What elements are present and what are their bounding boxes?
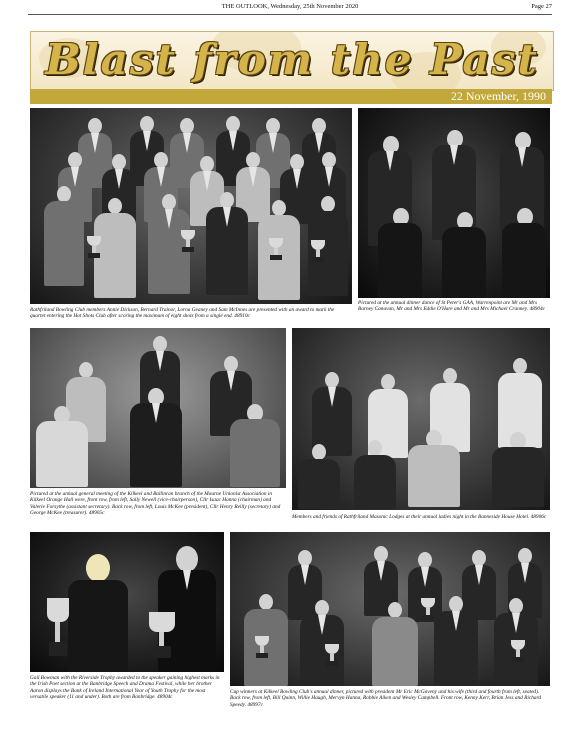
trophy [510, 640, 526, 662]
figure [354, 440, 396, 510]
figure [298, 444, 340, 510]
caption-kilkeel-cup-winners: Cup winners at Kilkeel Bowling Club's annual dinner, pictured with president Mr Eric McGaveny and his wife (third and fourth from left, seated). Back row, from left, Bill Quinn, Willie Haugh, Mervyn Hanna, Robbie Aiken and Wesley Campbell. Front row, Kenny Kerr, Brian Jess and Richard Speedy. 48997c [230, 689, 542, 708]
masthead: THE OUTLOOK, Wednesday, 25th November 2020 [221, 3, 359, 10]
caption-unionist-agm: Pictured at the annual general meeting of the Kilkeel and Ballinran branch of the Mourne Unionist Association in Kilkeel Orange Hall were, front row, from left, Sally Newell (vice-chairperson), Cllr Isaac Hanna (chairman) and Valerie Forsythe (assistant secretary). Back row, from left, Louis McKee (president), Cllr Henry Reilly (secretary) and George McKee (treasurer). 48905c [30, 491, 281, 517]
figure [300, 600, 344, 686]
trophy [324, 644, 340, 666]
figure [36, 406, 88, 488]
photo-bowling-club [30, 108, 352, 304]
caption-bowling-club: Rathfriland Bowling Club members Annie Dickson, Bernard Trainor, Lorna Geaney and Sam McInnes are presented with an award to mark the quartet entering the Hot Shots Club after scoring the maximum of eight shots from a single end. 48910c [30, 307, 335, 320]
caption-speech-drama: Gail Bowman with the Riverside Trophy awarded to the speaker gaining highest marks in the Irish Poet section at the Banbridge Speech and Drama Festival, while her brother Aaron displays the Bank of Ireland International Year of Youth Trophy for the most versatile speaker (11 and under). Both are from Banbridge. 48904c [30, 675, 220, 701]
caption-gaa-dinner: Pictured at the annual dinner dance of St Peter's GAA, Warrenpoint are Mr and Mrs Barney Canavan, Mr and Mrs Eddie O'Hare and Mr and Mrs Michael Cranney. 48904c [358, 300, 546, 313]
figure [130, 388, 182, 488]
edition-date: 22 November, 1990 [450, 89, 546, 103]
date-bar [30, 89, 552, 104]
page-header [28, 0, 552, 15]
caption-masonic-ladies: Members and friends of Rathfriland Masonic Lodges at their annual ladies night in the Banneside House Hotel. 48906c [292, 514, 547, 520]
section-banner [30, 31, 554, 91]
figure [230, 404, 280, 488]
trophy [46, 598, 70, 658]
photo-masonic-ladies [292, 328, 550, 510]
page-number: Page 27 [531, 3, 552, 10]
trophy [148, 612, 176, 662]
trophy [420, 598, 436, 620]
photo-unionist-agm [30, 328, 286, 488]
figure [408, 430, 460, 510]
section-title: Blast from the Past [45, 35, 539, 84]
photo-speech-drama [30, 532, 224, 672]
figure [206, 192, 248, 296]
trophy [86, 236, 102, 258]
trophy [310, 240, 326, 262]
figure [434, 596, 478, 686]
figure [502, 208, 546, 298]
figure [442, 212, 486, 298]
figure [378, 208, 422, 298]
trophy [180, 230, 196, 252]
photo-gaa-dinner [358, 108, 550, 298]
figure [44, 186, 84, 286]
figure [372, 602, 418, 686]
figure [68, 554, 128, 672]
figure [492, 432, 544, 510]
photo-kilkeel-cup-winners [230, 532, 550, 686]
trophy [254, 636, 270, 658]
trophy [268, 238, 284, 260]
